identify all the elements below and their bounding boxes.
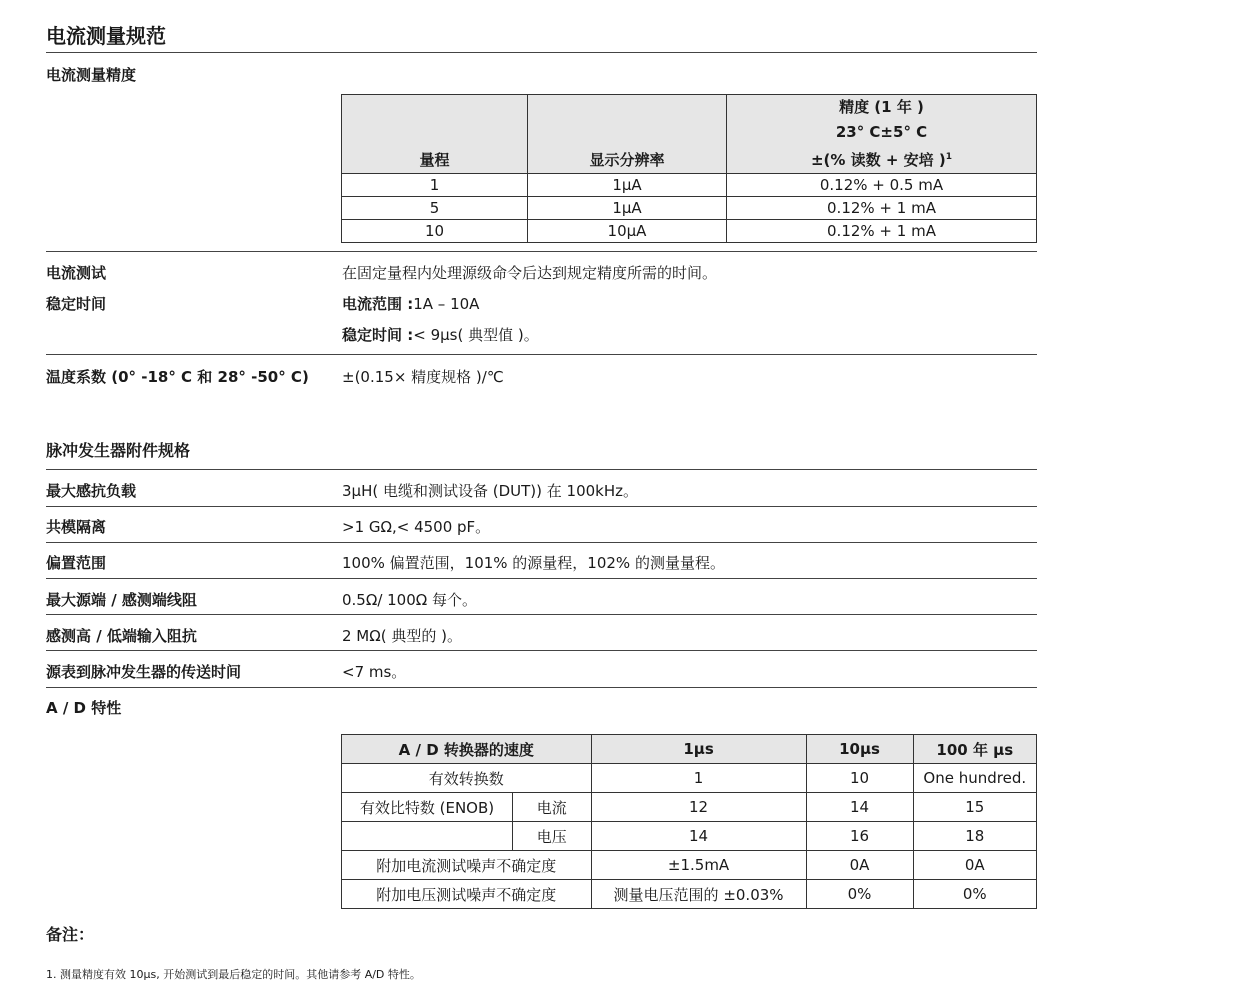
ad-heading: A / D 特性: [46, 699, 122, 717]
spec-label: 感测高 / 低端输入阻抗: [46, 627, 197, 645]
footnote: 1. 测量精度有效 10μs, 开始测试到最后稳定的时间。其他请参考 A/D 特性。: [46, 968, 421, 981]
cell: 0.12% + 1 mA: [727, 197, 1037, 220]
cell: 有效转换数: [342, 764, 592, 793]
cell: 5: [342, 197, 528, 220]
divider: [46, 354, 1037, 355]
cell: 电压: [513, 822, 592, 851]
accuracy-header-line3: ±(% 读数 + 安培 )$^1$: [810, 151, 953, 169]
col-speed: A / D 转换器的速度: [342, 735, 592, 764]
divider: [46, 650, 1037, 651]
table-row: [342, 197, 1037, 220]
col-resolution: 显示分辨率: [528, 95, 727, 174]
accuracy-header-line2: 23° C±5° C: [835, 123, 928, 141]
page-title: 电流测量规范: [46, 24, 166, 48]
table-row: [342, 851, 1037, 880]
cell: 0%: [806, 880, 913, 909]
cell: 0A: [913, 851, 1036, 880]
settling-label-line1: 电流测试: [46, 264, 107, 282]
divider: [46, 469, 1037, 470]
spec-label: 源表到脉冲发生器的传送时间: [46, 663, 242, 681]
pulse-heading: 脉冲发生器附件规格: [46, 441, 191, 460]
spec-value: 3μH( 电缆和测试设备 (DUT)) 在 100kHz。: [342, 482, 639, 500]
cell: 15: [913, 793, 1036, 822]
notes-heading: 备注：: [46, 925, 95, 944]
cell: 18: [913, 822, 1036, 851]
spec-value: <7 ms。: [342, 663, 407, 681]
cell: 10: [342, 220, 528, 243]
col-1us: 1μs: [591, 735, 806, 764]
cell: 14: [591, 822, 806, 851]
settling-desc: 在固定量程内处理源级命令后达到规定精度所需的时间。: [342, 264, 718, 282]
temp-coef-value: ±(0.15× 精度规格 )/℃: [342, 368, 504, 386]
cell: 1μA: [528, 197, 727, 220]
spec-value: 0.5Ω/ 100Ω 每个。: [342, 591, 478, 609]
cell: 电流: [513, 793, 592, 822]
cell: 0%: [913, 880, 1036, 909]
table-row: [342, 793, 1037, 822]
table-row: [342, 880, 1037, 909]
col-range: 量程: [342, 95, 528, 174]
divider: [46, 578, 1037, 579]
table-row: [342, 764, 1037, 793]
cell: 测量电压范围的 ±0.03%: [591, 880, 806, 909]
table-row: [342, 174, 1037, 197]
cell: ±1.5mA: [591, 851, 806, 880]
cell: 16: [806, 822, 913, 851]
divider: [46, 52, 1037, 53]
spec-value: 100% 偏置范围，101% 的源量程，102% 的测量量程。: [342, 554, 725, 572]
accuracy-header-line1: 精度 (1 年 ): [839, 98, 924, 116]
cell: One hundred.: [913, 764, 1036, 793]
accuracy-heading: 电流测量精度: [46, 66, 137, 84]
spec-label: 共模隔离: [46, 518, 107, 536]
spec-label: 最大源端 / 感测端线阻: [46, 591, 197, 609]
cell: 12: [591, 793, 806, 822]
settling-time: 稳定时间 :< 9μs( 典型值 )。: [342, 326, 539, 344]
cell: 有效比特数 (ENOB): [342, 793, 513, 822]
spec-label: 偏置范围: [46, 554, 107, 572]
cell: 附加电流测试噪声不确定度: [342, 851, 592, 880]
temp-coef-label: 温度系数 (0° -18° C 和 28° -50° C): [46, 368, 309, 386]
cell: 0.12% + 0.5 mA: [727, 174, 1037, 197]
col-accuracy: [727, 95, 1037, 174]
accuracy-table: [341, 94, 1037, 243]
cell: 附加电压测试噪声不确定度: [342, 880, 592, 909]
divider: [46, 687, 1037, 688]
spec-value: >1 GΩ,< 4500 pF。: [342, 518, 491, 536]
col-100us: 100 年 μs: [913, 735, 1036, 764]
cell: 1: [591, 764, 806, 793]
cell: 14: [806, 793, 913, 822]
cell: 1: [342, 174, 528, 197]
divider: [46, 542, 1037, 543]
divider: [46, 614, 1037, 615]
cell: 10: [806, 764, 913, 793]
cell: 0.12% + 1 mA: [727, 220, 1037, 243]
spec-label: 最大感抗负载: [46, 482, 137, 500]
divider: [46, 251, 1037, 252]
cell: 0A: [806, 851, 913, 880]
cell: [342, 822, 513, 851]
table-row: [342, 220, 1037, 243]
ad-table: [341, 734, 1037, 909]
spec-value: 2 MΩ( 典型的 )。: [342, 627, 462, 645]
cell: 10μA: [528, 220, 727, 243]
table-row: [342, 822, 1037, 851]
cell: 1μA: [528, 174, 727, 197]
settling-label-line2: 稳定时间: [46, 295, 107, 313]
col-10us: 10μs: [806, 735, 913, 764]
settling-range: 电流范围 :1A – 10A: [342, 295, 480, 313]
divider: [46, 506, 1037, 507]
